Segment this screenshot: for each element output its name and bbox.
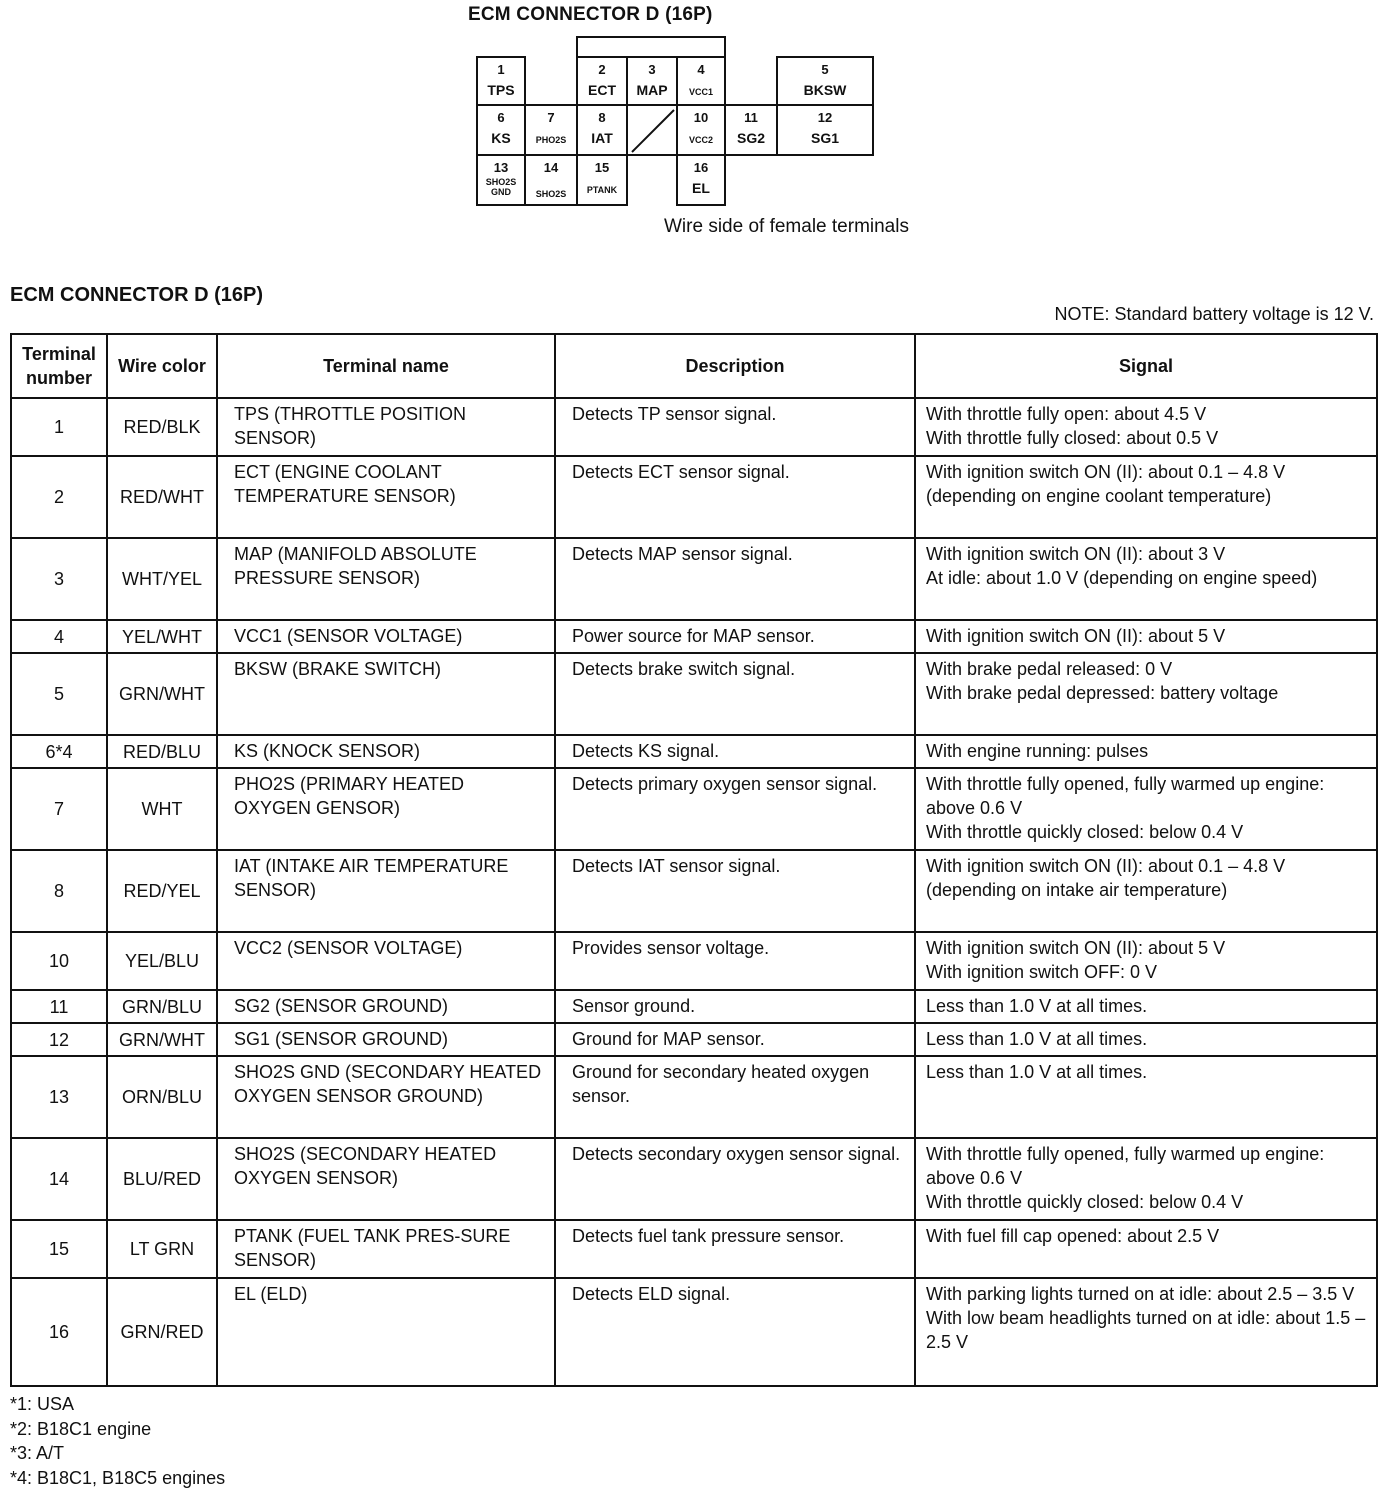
wire-color-cell: GRN/WHT [107, 653, 217, 735]
pin-4 [676, 56, 726, 106]
pin-number: 2 [598, 62, 606, 77]
terminal-cell: 1 [11, 398, 107, 456]
terminal-cell: 16 [11, 1278, 107, 1386]
table-body [11, 398, 1377, 1386]
signal-cell: With ignition switch ON (II): about 0.1 – 4.8 V (depending on engine coolant temperature) [915, 456, 1377, 538]
terminal-name-cell: VCC2 (SENSOR VOLTAGE) [217, 932, 555, 990]
description-cell: Ground for MAP sensor. [555, 1023, 915, 1056]
pin-label: SG1 [810, 130, 839, 146]
pin-number: 14 [543, 160, 559, 175]
table-row [11, 456, 1377, 538]
wire-color-cell: RED/YEL [107, 850, 217, 932]
table-row [11, 538, 1377, 620]
signal-cell: With throttle fully opened, fully warmed up engine: above 0.6 V With throttle quickly closed: below 0.4 V [915, 1138, 1377, 1220]
pin-number: 10 [693, 110, 709, 125]
table-row [11, 990, 1377, 1023]
terminal-name-cell: SG2 (SENSOR GROUND) [217, 990, 555, 1023]
terminal-cell: 13 [11, 1056, 107, 1138]
wire-color-cell: BLU/RED [107, 1138, 217, 1220]
terminal-cell: 2 [11, 456, 107, 538]
table-row [11, 398, 1377, 456]
description-cell: Detects KS signal. [555, 735, 915, 768]
pin-15 [576, 154, 628, 206]
pin-number: 1 [497, 62, 505, 77]
terminal-table [10, 333, 1378, 1387]
pin-5 [776, 56, 874, 106]
terminal-cell: 12 [11, 1023, 107, 1056]
terminal-name-cell: SHO2S GND (SECONDARY HEATED OXYGEN SENSOR GROUND) [217, 1056, 555, 1138]
description-cell: Detects IAT sensor signal. [555, 850, 915, 932]
header-signal: Signal [915, 334, 1377, 398]
wire-color-cell: RED/WHT [107, 456, 217, 538]
wire-color-cell: RED/BLU [107, 735, 217, 768]
pin-number: 12 [817, 110, 833, 125]
pin-number: 13 [493, 160, 509, 175]
description-cell: Detects ECT sensor signal. [555, 456, 915, 538]
description-cell: Detects TP sensor signal. [555, 398, 915, 456]
pin-12 [776, 104, 874, 156]
table-header-row [11, 334, 1377, 398]
terminal-name-cell: PHO2S (PRIMARY HEATED OXYGEN GENSOR) [217, 768, 555, 850]
pin-13 [476, 154, 526, 206]
terminal-cell: 7 [11, 768, 107, 850]
terminal-cell: 15 [11, 1220, 107, 1278]
wire-color-cell: GRN/WHT [107, 1023, 217, 1056]
terminal-name-cell: ECT (ENGINE COOLANT TEMPERATURE SENSOR) [217, 456, 555, 538]
description-cell: Ground for secondary heated oxygen sensor. [555, 1056, 915, 1138]
terminal-cell: 6*4 [11, 735, 107, 768]
pin-number: 6 [497, 110, 505, 125]
table-row [11, 768, 1377, 850]
description-cell: Detects ELD signal. [555, 1278, 915, 1386]
header-wire-color: Wire color [107, 334, 217, 398]
signal-cell: With ignition switch ON (II): about 3 V At idle: about 1.0 V (depending on engine speed) [915, 538, 1377, 620]
signal-cell: With ignition switch ON (II): about 5 V With ignition switch OFF: 0 V [915, 932, 1377, 990]
table-row [11, 1056, 1377, 1138]
signal-cell: With ignition switch ON (II): about 5 V [915, 620, 1377, 653]
signal-cell: With engine running: pulses [915, 735, 1377, 768]
pin-14 [524, 154, 578, 206]
signal-cell: With parking lights turned on at idle: about 2.5 – 3.5 V With low beam headlights turned on at idle: about 1.5 – 2.5 V [915, 1278, 1377, 1386]
pin-label: IAT [591, 130, 613, 146]
wire-color-cell: RED/BLK [107, 398, 217, 456]
pin-3 [626, 56, 678, 106]
wire-color-cell: ORN/BLU [107, 1056, 217, 1138]
signal-cell: With ignition switch ON (II): about 0.1 – 4.8 V (depending on intake air temperature) [915, 850, 1377, 932]
pin-10 [676, 104, 726, 156]
pin-number: 3 [648, 62, 656, 77]
wire-color-cell: YEL/BLU [107, 932, 217, 990]
pin-label: TPS [487, 82, 515, 98]
pin-label: ECT [588, 82, 616, 98]
footnote: *3: A/T [10, 1443, 65, 1463]
table-row [11, 1220, 1377, 1278]
unused-slot-slash-icon [628, 106, 676, 154]
header-terminal-name: Terminal name [217, 334, 555, 398]
table-row [11, 850, 1377, 932]
terminal-cell: 4 [11, 620, 107, 653]
pin-label: PHO2S [535, 135, 567, 145]
pin-number: 15 [594, 160, 610, 175]
pin-label: PTANK [586, 185, 618, 195]
signal-cell: Less than 1.0 V at all times. [915, 1056, 1377, 1138]
terminal-name-cell: SHO2S (SECONDARY HEATED OXYGEN SENSOR) [217, 1138, 555, 1220]
terminal-name-cell: SG1 (SENSOR GROUND) [217, 1023, 555, 1056]
pin-8 [576, 104, 628, 156]
pin-label: SHO2S GND [485, 177, 517, 197]
pin-11 [724, 104, 778, 156]
signal-cell: Less than 1.0 V at all times. [915, 1023, 1377, 1056]
terminal-name-cell: EL (ELD) [217, 1278, 555, 1386]
pin-label: VCC2 [688, 135, 713, 145]
pin-6 [476, 104, 526, 156]
pin-number: 8 [598, 110, 606, 125]
footnote: *4: B18C1, B18C5 engines [10, 1467, 226, 1488]
terminal-name-cell: VCC1 (SENSOR VOLTAGE) [217, 620, 555, 653]
wire-color-cell: WHT [107, 768, 217, 850]
pin-label: SG2 [736, 130, 765, 146]
table-row [11, 1138, 1377, 1220]
description-cell: Detects MAP sensor signal. [555, 538, 915, 620]
connector-caption: Wire side of female terminals [664, 216, 909, 237]
pin-label: SHO2S [535, 189, 567, 199]
description-cell: Detects primary oxygen sensor signal. [555, 768, 915, 850]
terminal-cell: 11 [11, 990, 107, 1023]
pin-16 [676, 154, 726, 206]
description-cell: Detects fuel tank pressure sensor. [555, 1220, 915, 1278]
description-cell: Detects brake switch signal. [555, 653, 915, 735]
terminal-cell: 8 [11, 850, 107, 932]
pin-9-unused [626, 104, 678, 156]
terminal-name-cell: BKSW (BRAKE SWITCH) [217, 653, 555, 735]
table-row [11, 735, 1377, 768]
wire-color-cell: YEL/WHT [107, 620, 217, 653]
footnote: *2: B18C1 engine [10, 1418, 152, 1439]
table-row [11, 932, 1377, 990]
terminal-cell: 10 [11, 932, 107, 990]
table-row [11, 620, 1377, 653]
signal-cell: Less than 1.0 V at all times. [915, 990, 1377, 1023]
pin-label: EL [692, 180, 710, 196]
footnote: *1: USA [10, 1394, 75, 1414]
table-row [11, 1023, 1377, 1056]
description-cell: Sensor ground. [555, 990, 915, 1023]
terminal-name-cell: MAP (MANIFOLD ABSOLUTE PRESSURE SENSOR) [217, 538, 555, 620]
terminal-cell: 5 [11, 653, 107, 735]
description-cell: Power source for MAP sensor. [555, 620, 915, 653]
description-cell: Detects secondary oxygen sensor signal. [555, 1138, 915, 1220]
pin-label: KS [491, 130, 511, 146]
wire-color-cell: GRN/RED [107, 1278, 217, 1386]
signal-cell: With fuel fill cap opened: about 2.5 V [915, 1220, 1377, 1278]
signal-cell: With throttle fully opened, fully warmed up engine: above 0.6 V With throttle quickly closed: below 0.4 V [915, 768, 1377, 850]
connector-diagram [474, 36, 876, 206]
header-description: Description [555, 334, 915, 398]
terminal-cell: 14 [11, 1138, 107, 1220]
header-terminal-number: Terminal number [11, 334, 107, 398]
pin-number: 4 [697, 62, 705, 77]
wire-color-cell: LT GRN [107, 1220, 217, 1278]
connector-diagram-title: ECM CONNECTOR D (16P) [468, 4, 713, 25]
wire-color-cell: GRN/BLU [107, 990, 217, 1023]
pin-label: MAP [636, 82, 668, 98]
terminal-name-cell: IAT (INTAKE AIR TEMPERATURE SENSOR) [217, 850, 555, 932]
pin-label: BKSW [803, 82, 847, 98]
connector-key-tab [576, 36, 726, 56]
terminal-name-cell: KS (KNOCK SENSOR) [217, 735, 555, 768]
table-row [11, 653, 1377, 735]
pin-2 [576, 56, 628, 106]
pin-number: 5 [821, 62, 829, 77]
wire-color-cell: WHT/YEL [107, 538, 217, 620]
pin-number: 7 [547, 110, 555, 125]
pin-label: VCC1 [688, 87, 713, 97]
signal-cell: With brake pedal released: 0 V With brake pedal depressed: battery voltage [915, 653, 1377, 735]
terminal-cell: 3 [11, 538, 107, 620]
pin-number: 11 [744, 110, 758, 125]
table-title: ECM CONNECTOR D (16P) [10, 284, 263, 306]
pin-1 [476, 56, 526, 106]
footnotes [10, 1392, 225, 1490]
description-cell: Provides sensor voltage. [555, 932, 915, 990]
terminal-name-cell: PTANK (FUEL TANK PRES-SURE SENSOR) [217, 1220, 555, 1278]
signal-cell: With throttle fully open: about 4.5 V With throttle fully closed: about 0.5 V [915, 398, 1377, 456]
terminal-name-cell: TPS (THROTTLE POSITION SENSOR) [217, 398, 555, 456]
battery-voltage-note: NOTE: Standard battery voltage is 12 V. [1054, 304, 1374, 324]
pin-7 [524, 104, 578, 156]
pin-number: 16 [693, 160, 709, 175]
table-row [11, 1278, 1377, 1386]
